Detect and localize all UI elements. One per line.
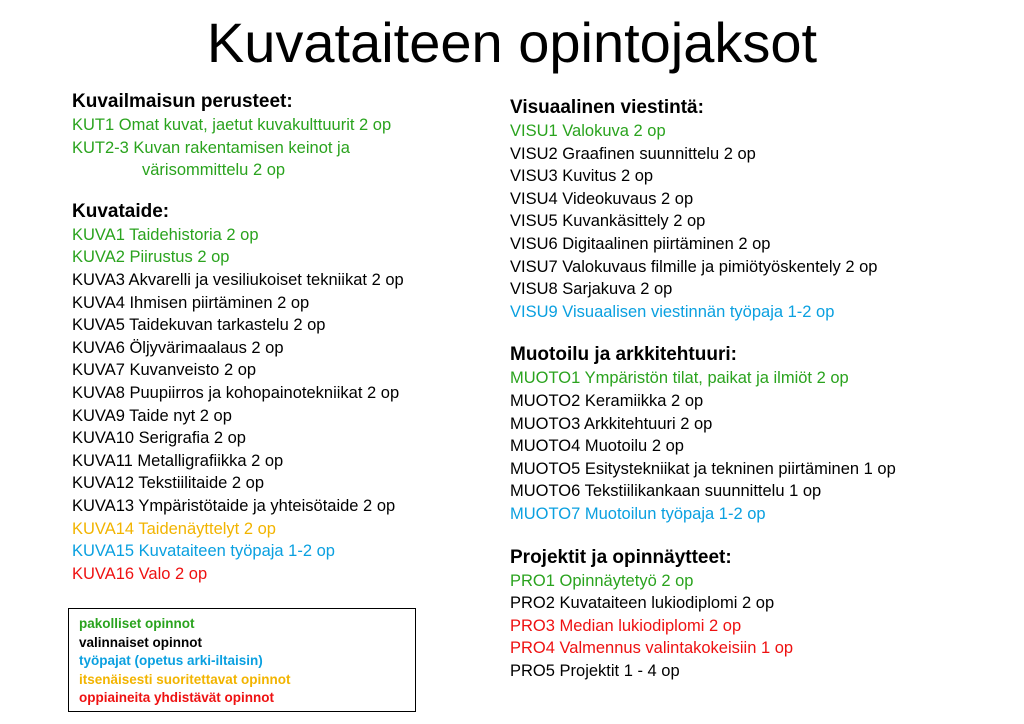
course-kuva12: KUVA12 Tekstiilitaide 2 op	[72, 474, 264, 493]
course-visu4: VISU4 Videokuvaus 2 op	[510, 189, 694, 208]
course-kuva5: KUVA5 Taidekuvan tarkastelu 2 op	[72, 316, 326, 335]
course-kuva7: KUVA7 Kuvanveisto 2 op	[72, 361, 257, 380]
course-pro3: PRO3 Median lukiodiplomi 2 op	[510, 616, 742, 635]
course-kuva6: KUVA6 Öljyvärimaalaus 2 op	[72, 338, 284, 357]
course-visu9: VISU9 Visuaalisen viestinnän työpaja 1-2 op	[510, 302, 835, 321]
course-kuva11: KUVA11 Metalligrafiikka 2 op	[72, 451, 284, 470]
course-kuva13: KUVA13 Ympäristötaide ja yhteisötaide 2 op	[72, 496, 396, 515]
course-kuva16: KUVA16 Valo 2 op	[72, 564, 208, 583]
course-kuva8: KUVA8 Puupiirros ja kohopainotekniikat 2 op	[72, 383, 400, 402]
section-heading: Muotoilu ja arkkitehtuuri:	[510, 344, 737, 366]
course-kut2-3: KUT2-3 Kuvan rakentamisen keinot ja	[72, 138, 350, 157]
page-title: Kuvataiteen opintojaksot	[206, 11, 818, 74]
section-kuvataide	[72, 200, 492, 586]
course-kuva15: KUVA15 Kuvataiteen työpaja 1-2 op	[72, 542, 335, 561]
section-heading: Projektit ja opinnäytteet:	[510, 546, 732, 568]
course-muoto6: MUOTO6 Tekstiilikankaan suunnittelu 1 op	[510, 482, 822, 501]
course-kuva4: KUVA4 Ihmisen piirtäminen 2 op	[72, 293, 310, 312]
course-visu7: VISU7 Valokuvaus filmille ja pimiötyöskentely 2 op	[510, 257, 878, 276]
course-visu8: VISU8 Sarjakuva 2 op	[510, 280, 673, 299]
course-visu1: VISU1 Valokuva 2 op	[510, 122, 666, 140]
section-kuvailmaisun-perusteet	[72, 90, 492, 182]
course-kuva2: KUVA2 Piirustus 2 op	[72, 248, 230, 267]
section-projektit-opinnaytteet	[510, 546, 1010, 683]
color-legend	[68, 608, 416, 712]
course-muoto2: MUOTO2 Keramiikka 2 op	[510, 391, 704, 410]
section-muotoilu-arkkitehtuuri	[510, 343, 1010, 525]
legend-yhdistavat: oppiaineita yhdistävät opinnot	[79, 690, 275, 705]
course-pro2: PRO2 Kuvataiteen lukiodiplomi 2 op	[510, 594, 775, 613]
course-kuva10: KUVA10 Serigrafia 2 op	[72, 429, 246, 448]
course-muoto3: MUOTO3 Arkkitehtuuri 2 op	[510, 414, 713, 433]
legend-itsenaiset: itsenäisesti suoritettavat opinnot	[79, 671, 291, 687]
section-heading: Kuvailmaisun perusteet:	[72, 91, 293, 112]
course-pro5: PRO5 Projektit 1 - 4 op	[510, 661, 680, 680]
section-visuaalinen-viestinta	[510, 96, 1010, 323]
course-visu2: VISU2 Graafinen suunnittelu 2 op	[510, 144, 756, 163]
course-muoto1: MUOTO1 Ympäristön tilat, paikat ja ilmiöt 2 op	[510, 369, 849, 388]
course-visu5: VISU5 Kuvankäsittely 2 op	[510, 212, 706, 231]
course-kuva14: KUVA14 Taidenäyttelyt 2 op	[72, 519, 276, 538]
course-muoto5: MUOTO5 Esitystekniikat ja tekninen piirtäminen 1 op	[510, 459, 896, 478]
course-pro1: PRO1 Opinnäytetyö 2 op	[510, 571, 694, 590]
course-kut1: KUT1 Omat kuvat, jaetut kuvakulttuurit 2 op	[72, 116, 392, 134]
course-kut2-3-continued: värisommittelu 2 op	[142, 161, 286, 180]
legend-tyopajat: työpajat (opetus arki-iltaisin)	[79, 653, 263, 668]
section-heading: Visuaalinen viestintä:	[510, 97, 704, 118]
section-heading: Kuvataide:	[72, 200, 170, 222]
course-kuva3: KUVA3 Akvarelli ja vesiliukoiset tekniikat 2 op	[72, 270, 404, 289]
legend-valinnaiset: valinnaiset opinnot	[79, 634, 203, 650]
course-muoto7: MUOTO7 Muotoilun työpaja 1-2 op	[510, 504, 766, 523]
course-muoto4: MUOTO4 Muotoilu 2 op	[510, 437, 684, 456]
left-column	[72, 90, 492, 603]
legend-pakolliset: pakolliset opinnot	[79, 616, 195, 631]
course-pro4: PRO4 Valmennus valintakokeisiin 1 op	[510, 639, 794, 658]
course-visu3: VISU3 Kuvitus 2 op	[510, 167, 654, 186]
course-kuva1: KUVA1 Taidehistoria 2 op	[72, 225, 259, 244]
right-column	[510, 96, 1010, 702]
course-kuva9: KUVA9 Taide nyt 2 op	[72, 406, 232, 425]
course-visu6: VISU6 Digitaalinen piirtäminen 2 op	[510, 234, 771, 253]
